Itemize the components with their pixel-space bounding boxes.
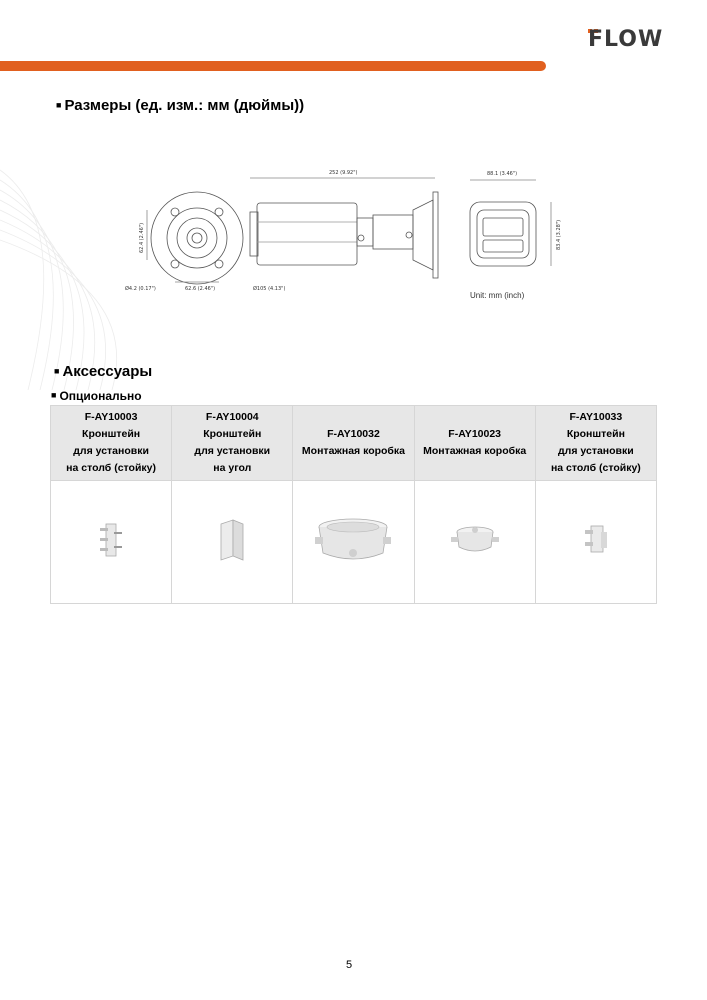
dim-height-label: 83.4 (3.28") bbox=[556, 219, 562, 250]
junction-box-small-icon bbox=[449, 523, 501, 557]
table-image-cell bbox=[51, 481, 172, 604]
pole-mount-bracket-icon bbox=[96, 520, 126, 560]
logo-text: FLOW bbox=[588, 27, 664, 49]
accessories-heading: ■ Аксессуары bbox=[54, 363, 153, 380]
dim-width-label: 88.1 (3.46") bbox=[487, 171, 518, 177]
table-image-cell bbox=[293, 481, 414, 604]
base-plate-outline bbox=[151, 192, 243, 284]
accessory-name: Монтажная коробка bbox=[423, 445, 527, 457]
unit-note: Unit: mm (inch) bbox=[470, 291, 525, 300]
optional-heading: ■ Опционально bbox=[51, 389, 142, 403]
bullet-icon: ■ bbox=[56, 100, 62, 110]
table-header-cell bbox=[51, 406, 172, 481]
table-image-cell bbox=[535, 481, 656, 604]
junction-box-large-icon bbox=[313, 515, 393, 565]
dim-hole-label: Ø4.2 (0.17") bbox=[125, 286, 156, 292]
accessory-code: F-AY10033 bbox=[569, 411, 623, 423]
dimensions-drawing bbox=[115, 160, 585, 310]
table-header-cell bbox=[414, 406, 535, 481]
accessory-name: Кронштейн для установки на угол bbox=[194, 428, 271, 474]
bullet-icon: ■ bbox=[51, 390, 57, 400]
flow-logo bbox=[588, 25, 674, 49]
dimensions-heading: ■ Размеры (ед. изм.: мм (дюймы)) bbox=[56, 97, 305, 114]
table-image-cell bbox=[172, 481, 293, 604]
bullet-icon: ■ bbox=[54, 366, 60, 376]
accessory-code: F-AY10004 bbox=[205, 411, 259, 423]
accessory-code: F-AY10023 bbox=[448, 428, 502, 440]
table-image-row bbox=[51, 481, 657, 604]
table-header-cell bbox=[535, 406, 656, 481]
pole-mount-bracket-2-icon bbox=[579, 522, 613, 558]
corner-mount-bracket-icon bbox=[215, 518, 249, 562]
table-image-cell bbox=[414, 481, 535, 604]
dim-length-label: 252 (9.92") bbox=[329, 170, 358, 176]
accessory-name: Кронштейн для установки на столб (стойку) bbox=[550, 428, 641, 474]
table-header-cell bbox=[293, 406, 414, 481]
accessory-name: Монтажная коробка bbox=[301, 445, 406, 457]
table-header-cell bbox=[172, 406, 293, 481]
header-accent-bar bbox=[0, 61, 546, 71]
accessory-code: F-AY10003 bbox=[84, 411, 138, 423]
dim-base-label: Ø105 (4.13") bbox=[253, 286, 286, 292]
accessory-code: F-AY10032 bbox=[327, 428, 380, 440]
table-header-row bbox=[51, 406, 657, 481]
accessories-table bbox=[50, 405, 657, 604]
dim-hole-spacing-label: 62.6 (2.46") bbox=[185, 286, 216, 292]
page-number: 5 bbox=[346, 959, 353, 971]
accessory-name: Кронштейн для установки на столб (стойку) bbox=[66, 428, 157, 474]
dim-plate-height-label: 62.4 (2.46") bbox=[139, 222, 145, 253]
